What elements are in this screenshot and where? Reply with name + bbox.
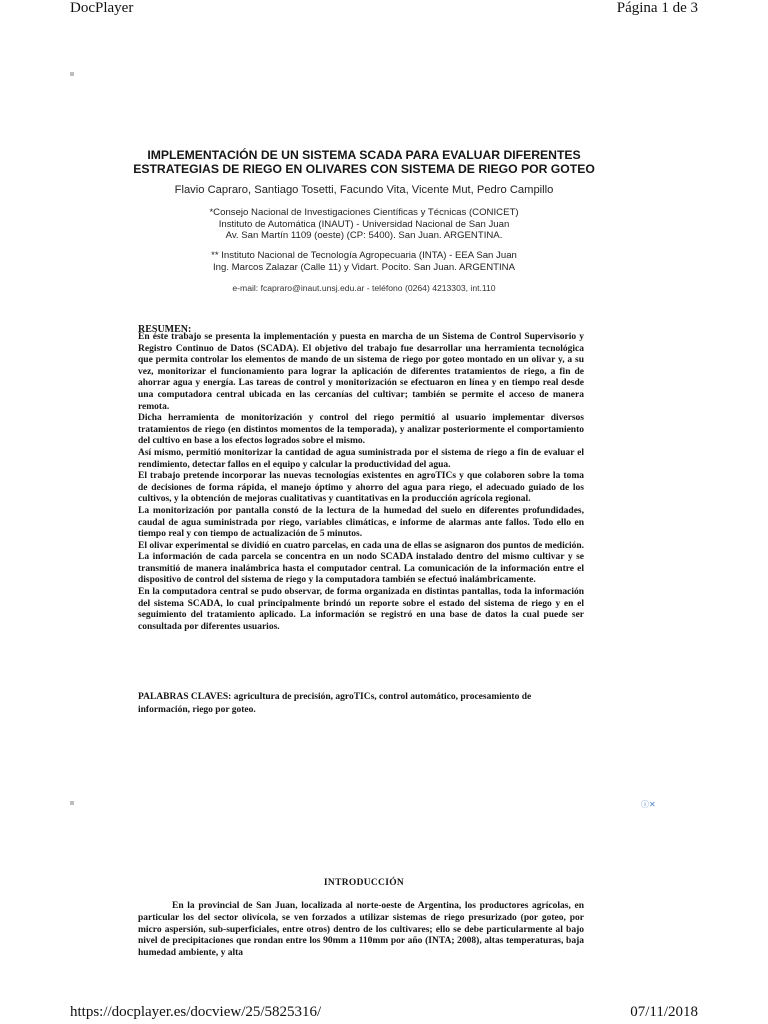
print-header	[0, 0, 768, 22]
page-url: https://docplayer.es/docview/25/5825316/	[70, 1004, 322, 1020]
abstract-paragraph: El olivar experimental se dividió en cuatro parcelas, en cada una de ellas se asignaron dos puntos de medición. La información de cada parcela se concentra en un nodo SCADA instalado dentro del mismo cultivar y se transmitió de manera inalámbrica hasta el computador central. La comunicación de la información entre el dispositivo de control del sistema de riego y la computadora también se efectuó inalámbricamente.	[138, 540, 584, 586]
affiliation-line: Ing. Marcos Zalazar (Calle 11) y Vidart. Pocito. San Juan. ARGENTINA	[213, 261, 515, 272]
affiliation-conicet	[68, 207, 660, 242]
abstract-heading: RESUMEN:	[138, 324, 192, 335]
page-corner-mark	[70, 72, 74, 76]
paper-title	[68, 148, 660, 176]
print-footer	[0, 1000, 768, 1024]
document-page	[68, 68, 660, 958]
title-line: IMPLEMENTACIÓN DE UN SISTEMA SCADA PARA EVALUAR DIFERENTES	[147, 148, 581, 162]
title-line: ESTRATEGIAS DE RIEGO EN OLIVARES CON SISTEMA DE RIEGO POR GOTEO	[133, 162, 595, 176]
abstract-paragraph: El trabajo pretende incorporar las nuevas tecnologías existentes en agroTICs y que colaboren sobre la toma de decisiones de forma rápida, el manejo óptimo y ahorro del agua para riego, el adecuado guiado de los cultivos, y la obtención de mejoras cualitativas y cuantitativas en la producción agrícola regional.	[138, 471, 584, 505]
author-list: Flavio Capraro, Santiago Tosetti, Facundo Vita, Vicente Mut, Pedro Campillo	[174, 184, 554, 196]
abstract-paragraph: En éste trabajo se presenta la implementación y puesta en marcha de un Sistema de Control Supervisorio y Registro Continuo de Datos (SCADA). El objetivo del trabajo fue desarrollar una herramienta tecnológica que permita controlar los elementos de mando de un sistema de riego por goteo montado en un olivar y, a su vez, monitorizar el funcionamiento para lograr la aplicación de diferentes tratamientos de riego, a fin de ahorrar agua y energía. Las tareas de control y monitorización se efectuaron en línea y en tiempo real desde una computadora central ubicada en las cercanías del cultivar; también se permite el acceso de manera remota.	[138, 332, 584, 412]
affiliation-line: *Consejo Nacional de Investigaciones Científicas y Técnicas (CONICET)	[209, 207, 519, 218]
intro-text: En la provincial de San Juan, localizada al norte-oeste de Argentina, los productores agrícolas, en particular los del sector olivícola, se ven forzados a utilizar sistemas de riego presurizado (por goteo, por micro aspersión, sub-superficiales, entre otros) dentro de los cultivares; ello se debe particularmente al bajo nivel de precipitaciones que rondan entre los 90mm a 110mm por año (INTA; 2008), altas temperaturas, baja humedad ambiente, y alta	[138, 901, 584, 958]
abstract-paragraph: Dicha herramienta de monitorización y control del riego permitió al usuario implementar diversos tratamientos de riego (en distintos momentos de la temporada), y analizar posteriormente el comportamiento del cultivo en base a los efectos logrados sobre el mismo.	[138, 413, 584, 447]
page-corner-mark	[70, 801, 74, 805]
page-indicator: Página 1 de 3	[616, 0, 698, 16]
abstract-paragraph: Así mismo, permitió monitorizar la cantidad de agua suministrada por el sistema de riego a fin de evaluar el rendimiento, detectar fallos en el equipo y calcular la productividad del agua.	[138, 447, 584, 470]
section-heading-introduccion: INTRODUCCIÓN	[323, 878, 405, 888]
affiliation-inta	[68, 250, 660, 272]
affiliation-line: Instituto de Automática (INAUT) - Universidad Nacional de San Juan	[218, 218, 510, 230]
contact-info: e-mail: fcapraro@inaut.unsj.edu.ar - teléfono (0264) 4213303, int.110	[232, 283, 496, 293]
print-date: 07/11/2018	[630, 1004, 698, 1020]
intro-paragraph	[138, 901, 584, 958]
ad-choices-icon[interactable]: ⓘ✕	[641, 800, 656, 809]
affiliation-line: ** Instituto Nacional de Tecnología Agropecuaria (INTA) - EEA San Juan	[211, 250, 517, 261]
abstract-paragraph: En la computadora central se pudo observar, de forma organizada en distintas pantallas, toda la información del sistema SCADA, lo cual principalmente brindó un reporte sobre el estado del sistema de riego y en el seguimiento del tratamiento aplicado. La información se registró en una base de datos la cual puede ser consultada por diferentes usuarios.	[138, 587, 584, 632]
keywords: PALABRAS CLAVES: agricultura de precisión, agroTICs, control automático, procesamiento de información, riego por goteo.	[138, 692, 532, 715]
affiliation-line: Av. San Martín 1109 (oeste) (CP: 5400). San Juan. ARGENTINA.	[225, 230, 503, 241]
site-name: DocPlayer	[70, 0, 134, 16]
abstract-section	[138, 324, 584, 633]
abstract-paragraph: La monitorización por pantalla constó de la lectura de la humedad del suelo en diferentes profundidades, caudal de agua suministrada por riego, variables climáticas, e informe de alarmas ante fallos. Todo ello en tiempo real y con tiempo de actualización de 5 minutos.	[138, 505, 584, 540]
